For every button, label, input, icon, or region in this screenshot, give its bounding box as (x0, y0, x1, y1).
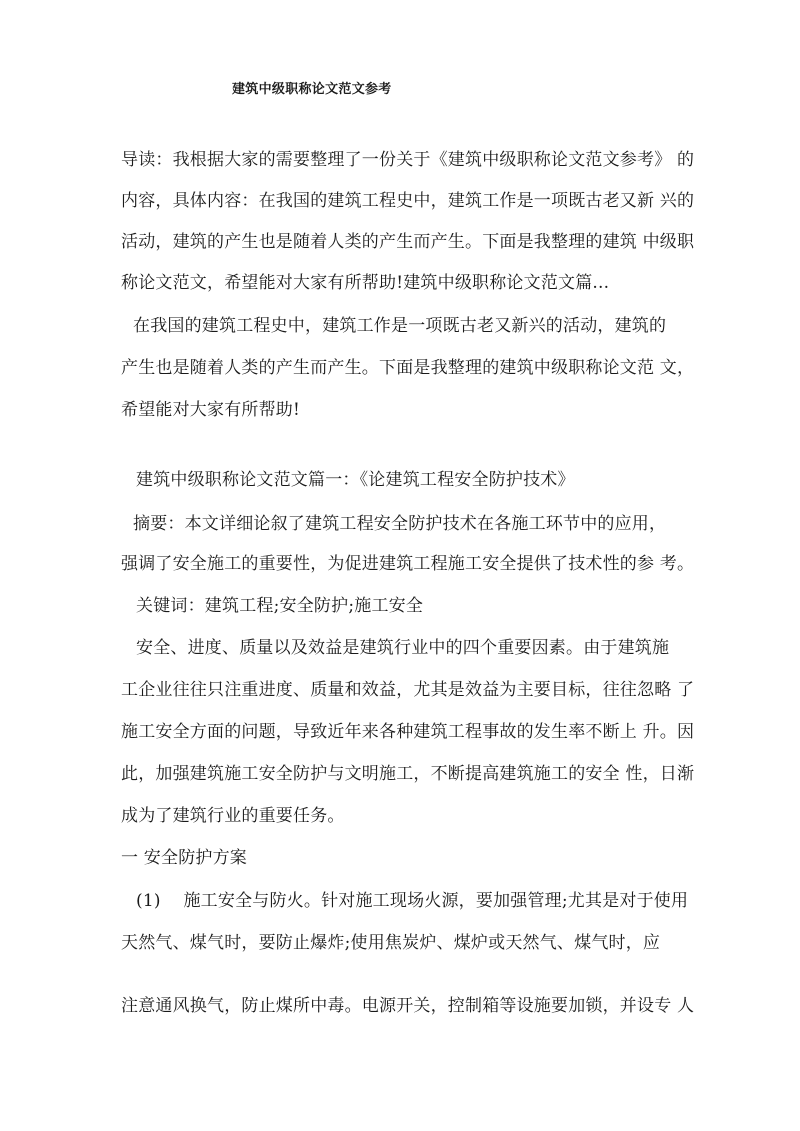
body-line: 此，加强建筑施工安全防护与文明施工，不断提高建筑施工的安全 性，日渐 (121, 764, 695, 784)
item-line: 天然气、煤气时，要防止爆炸;使用焦炭炉、煤炉或天然气、煤气时，应 (121, 933, 661, 953)
intro-line: 活动，建筑的产生也是随着人类的产生而产生。下面是我整理的建筑 中级职 (121, 232, 695, 252)
body-line: 成为了建筑行业的重要任务。 (121, 806, 345, 826)
paragraph-line: 产生也是随着人类的产生而产生。下面是我整理的建筑中级职称论文范 文， (121, 358, 695, 378)
intro-line: 导读：我根据大家的需要整理了一份关于《建筑中级职称论文范文参考》 的 (121, 150, 695, 170)
section-heading: 一 安全防护方案 (121, 848, 248, 868)
body-line: 施工安全方面的问题，导致近年来各种建筑工程事故的发生率不断上 升。因 (121, 722, 695, 742)
item-line: 注意通风换气，防止煤所中毒。电源开关，控制箱等设施要加锁，并设专 人 (121, 996, 695, 1016)
paragraph-line: 在我国的建筑工程史中，建筑工作是一项既古老又新兴的活动，建筑的 (133, 316, 667, 336)
abstract-line: 强调了安全施工的重要性，为促进建筑工程施工安全提供了技术性的参 考。 (121, 554, 695, 574)
paragraph-line: 希望能对大家有所帮助! (121, 400, 301, 420)
body-line: 安全、进度、质量以及效益是建筑行业中的四个重要因素。由于建筑施 (136, 638, 670, 658)
article-heading: 建筑中级职称论文范文篇一：《论建筑工程安全防护技术》 (136, 470, 575, 490)
item-line: (1) 施工安全与防火。针对施工现场火源，要加强管理;尤其是对于使用 (136, 891, 689, 911)
body-line: 工企业往往只注重进度、质量和效益，尤其是效益为主要目标，往往忽略 了 (121, 680, 695, 700)
intro-line: 称论文范文，希望能对大家有所帮助!建筑中级职称论文范文篇... (121, 273, 610, 293)
abstract-line: 摘要：本文详细论叙了建筑工程安全防护技术在各施工环节中的应用， (133, 514, 667, 534)
document-title: 建筑中级职称论文范文参考 (232, 82, 392, 97)
intro-line: 内容，具体内容：在我国的建筑工程史中，建筑工作是一项既古老又新 兴的 (121, 191, 695, 211)
keywords-line: 关键词：建筑工程;安全防护;施工安全 (136, 596, 424, 616)
